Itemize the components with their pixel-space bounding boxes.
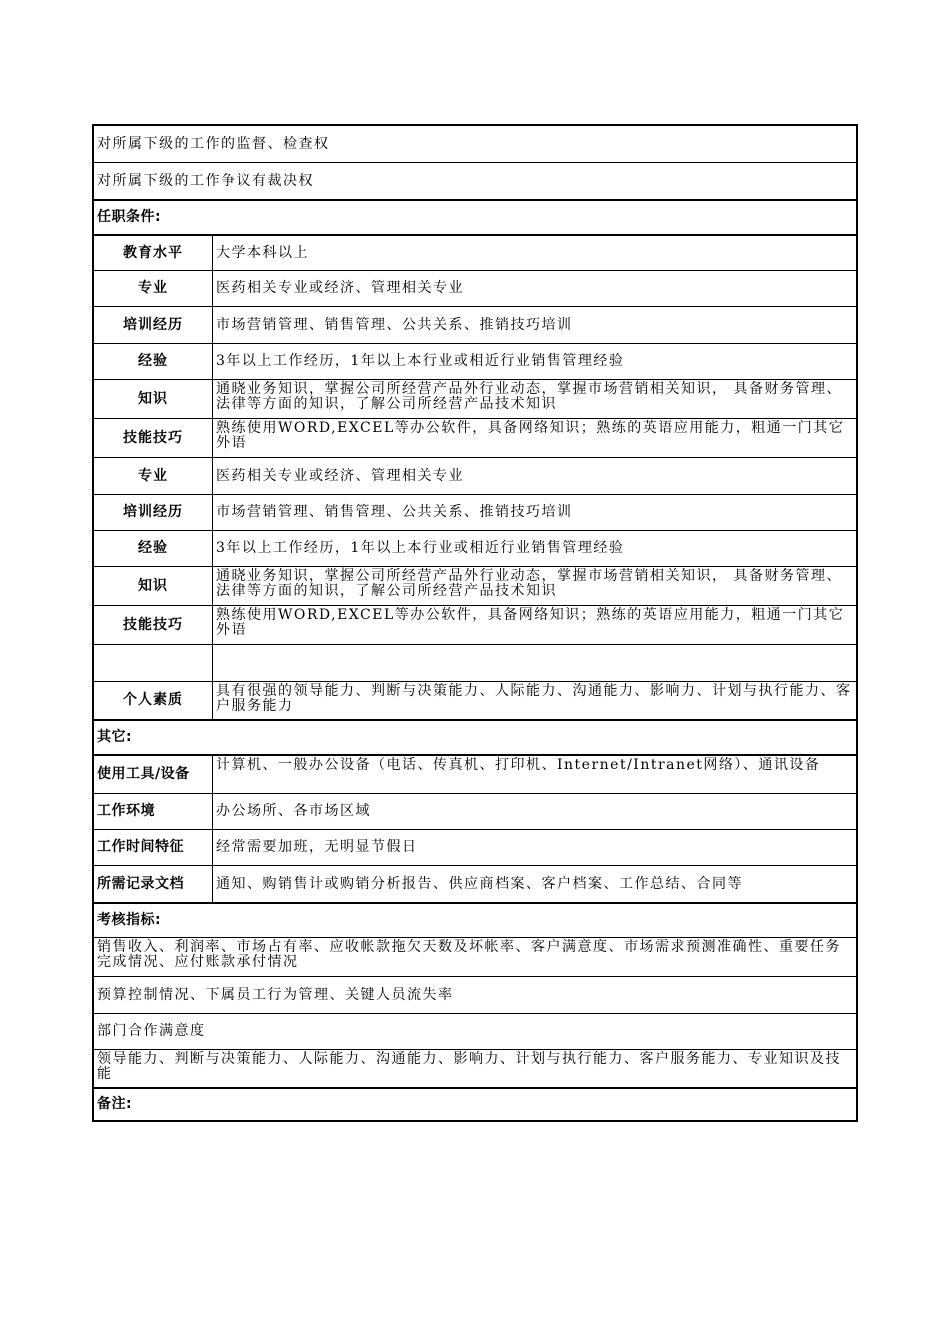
qualification-row xyxy=(94,418,856,457)
authority-text: 对所属下级的工作争议有裁决权 xyxy=(97,172,314,189)
other-value: 经常需要加班，无明显节假日 xyxy=(216,839,418,855)
qualification-label: 培训经历 xyxy=(94,307,213,343)
qualification-value: 3年以上工作经历，1年以上本行业或相近行业销售管理经验 xyxy=(216,540,625,556)
qualification-value: 市场营销管理、销售管理、公共关系、推销技巧培训 xyxy=(216,504,573,520)
qualification-row xyxy=(94,494,856,530)
authority-row xyxy=(94,126,856,162)
other-row xyxy=(94,793,856,829)
qualification-value: 医药相关专业或经济、管理相关专业 xyxy=(216,280,464,296)
qualification-label: 知识 xyxy=(94,380,213,418)
qualification-row xyxy=(94,343,856,379)
qualification-row xyxy=(94,379,856,418)
qualification-label: 个人素质 xyxy=(94,682,213,719)
qualification-row xyxy=(94,566,856,605)
qualification-label: 专业 xyxy=(94,271,213,306)
kpi-header: 考核指标: xyxy=(97,912,162,928)
qualification-row xyxy=(94,681,856,719)
other-value: 办公场所、各市场区域 xyxy=(216,803,371,819)
qualification-label: 技能技巧 xyxy=(94,606,213,644)
qualification-value: 3年以上工作经历，1年以上本行业或相近行业销售管理经验 xyxy=(216,353,625,369)
other-header: 其它: xyxy=(97,729,133,745)
qualification-label: 技能技巧 xyxy=(94,419,213,457)
kpi-item: 领导能力、判断与决策能力、人际能力、沟通能力、影响力、计划与执行能力、客户服务能力、专业知识及技能 xyxy=(97,1051,841,1082)
job-description-table xyxy=(92,124,858,1122)
kpi-item: 预算控制情况、下属员工行为管理、关键人员流失率 xyxy=(97,986,454,1003)
qualification-label: 教育水平 xyxy=(94,236,213,270)
other-label: 工作环境 xyxy=(94,794,213,829)
qualification-value: 医药相关专业或经济、管理相关专业 xyxy=(216,467,464,484)
kpi-header-row xyxy=(94,902,856,937)
kpi-row xyxy=(94,1013,856,1049)
kpi-row xyxy=(94,937,856,976)
qualification-label: 经验 xyxy=(94,344,213,379)
other-row xyxy=(94,754,856,793)
qualification-value: 具有很强的领导能力、判断与决策能力、人际能力、沟通能力、影响力、计划与执行能力、客户服务能力 xyxy=(216,683,852,714)
kpi-item: 部门合作满意度 xyxy=(97,1023,206,1039)
qualification-label: 培训经历 xyxy=(94,495,213,530)
remarks-header-row xyxy=(94,1087,856,1120)
other-label: 所需记录文档 xyxy=(94,866,213,902)
qualification-row xyxy=(94,457,856,494)
qualifications-header-row xyxy=(94,199,856,234)
qualification-value: 通晓业务知识，掌握公司所经营产品外行业动态，掌握市场营销相关知识， 具备财务管理、法律等方面的知识，了解公司所经营产品技术知识 xyxy=(216,381,842,412)
qualification-value: 市场营销管理、销售管理、公共关系、推销技巧培训 xyxy=(216,316,573,333)
qualification-label xyxy=(94,645,213,681)
other-value: 通知、购销售计或购销分析报告、供应商档案、客户档案、工作总结、合同等 xyxy=(216,875,743,892)
other-header-row xyxy=(94,719,856,754)
qualification-row xyxy=(94,306,856,343)
qualification-value: 熟练使用WORD,EXCEL等办公软件，具备网络知识；熟练的英语应用能力，粗通一门其它外语 xyxy=(216,420,845,451)
qualification-row xyxy=(94,234,856,270)
qualification-row xyxy=(94,270,856,306)
remarks-header: 备注: xyxy=(97,1096,133,1112)
kpi-item: 销售收入、利润率、市场占有率、应收帐款拖欠天数及坏帐率、客户满意度、市场需求预测准确性、重要任务完成情况、应付账款承付情况 xyxy=(97,939,841,970)
other-value: 计算机、一般办公设备（电话、传真机、打印机、Internet/Intranet网络）、通讯设备 xyxy=(216,757,821,773)
qualification-value: 熟练使用WORD,EXCEL等办公软件，具备网络知识；熟练的英语应用能力，粗通一门其它外语 xyxy=(216,607,845,638)
kpi-row xyxy=(94,1049,856,1087)
qualification-value xyxy=(213,645,856,681)
other-row xyxy=(94,829,856,865)
qualification-label: 经验 xyxy=(94,531,213,566)
authority-row xyxy=(94,162,856,199)
qualifications-header: 任职条件: xyxy=(97,209,162,225)
qualification-row-empty xyxy=(94,644,856,681)
qualification-value: 通晓业务知识，掌握公司所经营产品外行业动态，掌握市场营销相关知识， 具备财务管理、法律等方面的知识，了解公司所经营产品技术知识 xyxy=(216,568,842,599)
qualification-label: 专业 xyxy=(94,458,213,494)
other-label: 工作时间特征 xyxy=(94,830,213,865)
qualification-row xyxy=(94,530,856,566)
qualification-label: 知识 xyxy=(94,567,213,605)
qualification-value: 大学本科以上 xyxy=(216,244,309,261)
other-row xyxy=(94,865,856,902)
other-label: 使用工具/设备 xyxy=(94,756,213,793)
qualification-row xyxy=(94,605,856,644)
authority-text: 对所属下级的工作的监督、检查权 xyxy=(97,135,330,152)
kpi-row xyxy=(94,976,856,1013)
